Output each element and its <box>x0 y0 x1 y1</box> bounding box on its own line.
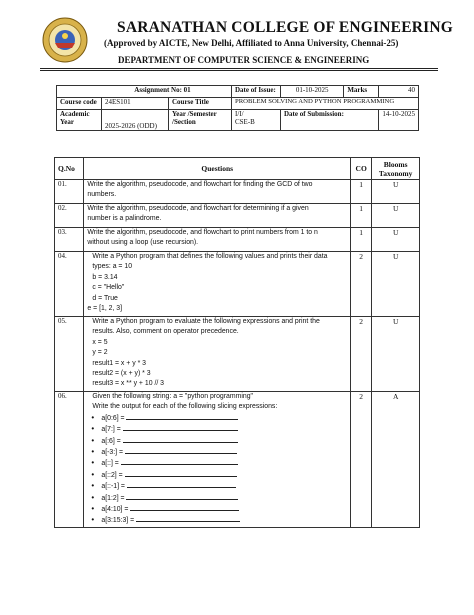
co-value: 1 <box>351 180 372 204</box>
table-row <box>55 204 420 228</box>
questions-header: Questions <box>84 158 351 180</box>
bt-value: A <box>372 392 420 528</box>
bt-value: U <box>372 317 420 392</box>
course-title-label: Course Title <box>169 98 232 110</box>
co-value: 2 <box>351 392 372 528</box>
questions-table <box>54 157 420 528</box>
assignment-info-table <box>56 85 419 131</box>
academic-year-value: 2025-2026 (ODD) <box>102 110 169 131</box>
date-issue-label: Date of Issue: <box>232 86 281 98</box>
bt-value: U <box>372 228 420 252</box>
approval-line: (Approved by AICTE, New Delhi, Affiliated to Anna University, Chennai-25) <box>104 38 399 48</box>
submission-label: Date of Submission: <box>281 110 379 131</box>
question-text: Write the algorithm, pseudocode, and flowchart for determining if a given number is a palindrome. <box>84 204 351 228</box>
academic-year-label: Academic Year <box>57 110 102 131</box>
question-text: Write the algorithm, pseudocode, and flowchart for finding the GCD of two numbers. <box>84 180 351 204</box>
marks-value: 40 <box>379 86 419 98</box>
header-rule-top <box>40 68 438 69</box>
bt-value: U <box>372 252 420 317</box>
slice-item: • a[::-1] = <box>87 481 347 492</box>
year-semester-label: Year /Semester /Section <box>169 110 232 131</box>
bt-value: U <box>372 180 420 204</box>
table-row <box>55 180 420 204</box>
question-number: 06. <box>55 392 84 528</box>
college-logo-emblem <box>42 17 88 63</box>
header-rule-bottom <box>40 70 438 71</box>
slice-item: • a[::2] = <box>87 470 347 481</box>
bt-value: U <box>372 204 420 228</box>
co-header: CO <box>351 158 372 180</box>
table-row <box>55 392 420 528</box>
question-number: 02. <box>55 204 84 228</box>
slice-item: • a[:6] = <box>87 436 347 447</box>
question-number: 04. <box>55 252 84 317</box>
co-value: 2 <box>351 252 372 317</box>
co-value: 1 <box>351 228 372 252</box>
question-number: 03. <box>55 228 84 252</box>
slice-item: • a[4:10] = <box>87 504 347 515</box>
question-number: 05. <box>55 317 84 392</box>
marks-label: Marks <box>344 86 379 98</box>
table-row <box>55 228 420 252</box>
course-code-value: 24ES101 <box>102 98 169 110</box>
assignment-number: Assignment No: 01 <box>57 86 232 98</box>
slice-item: • a[1:2] = <box>87 493 347 504</box>
question-text: Given the following string: a = "python programming" Write the output for each of the following slicing expressions: • a[0:6] = • a[7:] = • a[:6] = • a[-3:] = • a[::] = • a[::2] = • a[::-1] = • a[1:2] = • a[4:10] = • a[3:15:3] = <box>84 392 351 528</box>
date-issue-value: 01-10-2025 <box>281 86 344 98</box>
table-row <box>55 317 420 392</box>
co-value: 1 <box>351 204 372 228</box>
course-title-value: PROBLEM SOLVING AND PYTHON PROGRAMMING <box>232 98 419 110</box>
year-semester-value: I/I/ CSE-B <box>232 110 281 131</box>
slice-item: • a[-3:] = <box>87 447 347 458</box>
slice-item: • a[::] = <box>87 458 347 469</box>
slice-item: • a[7:] = <box>87 424 347 435</box>
co-value: 2 <box>351 317 372 392</box>
college-name: SARANATHAN COLLEGE OF ENGINEERING <box>117 19 454 36</box>
question-text: Write a Python program that defines the following values and prints their data types: a = 10 b = 3.14 c = "Hello" d = True e = [1, 2, 3] <box>84 252 351 317</box>
question-text: Write a Python program to evaluate the following expressions and print the results. Also, comment on operator precedence. x = 5 y = 2 result1 = x + y * 3 result2 = (x + y) * 3 result3 = x ** y + 10 // 3 <box>84 317 351 392</box>
slice-item: • a[0:6] = <box>87 413 347 424</box>
submission-value: 14-10-2025 <box>379 110 419 131</box>
question-text: Write the algorithm, pseudocode, and flowchart to print numbers from 1 to n without using a loop (use recursion). <box>84 228 351 252</box>
qno-header: Q.No <box>55 158 84 180</box>
course-code-label: Course code <box>57 98 102 110</box>
slice-item: • a[3:15:3] = <box>87 515 347 526</box>
department-name: DEPARTMENT OF COMPUTER SCIENCE & ENGINEERING <box>118 55 370 65</box>
question-number: 01. <box>55 180 84 204</box>
table-row <box>55 252 420 317</box>
blooms-header: Blooms Taxonomy <box>372 158 420 180</box>
